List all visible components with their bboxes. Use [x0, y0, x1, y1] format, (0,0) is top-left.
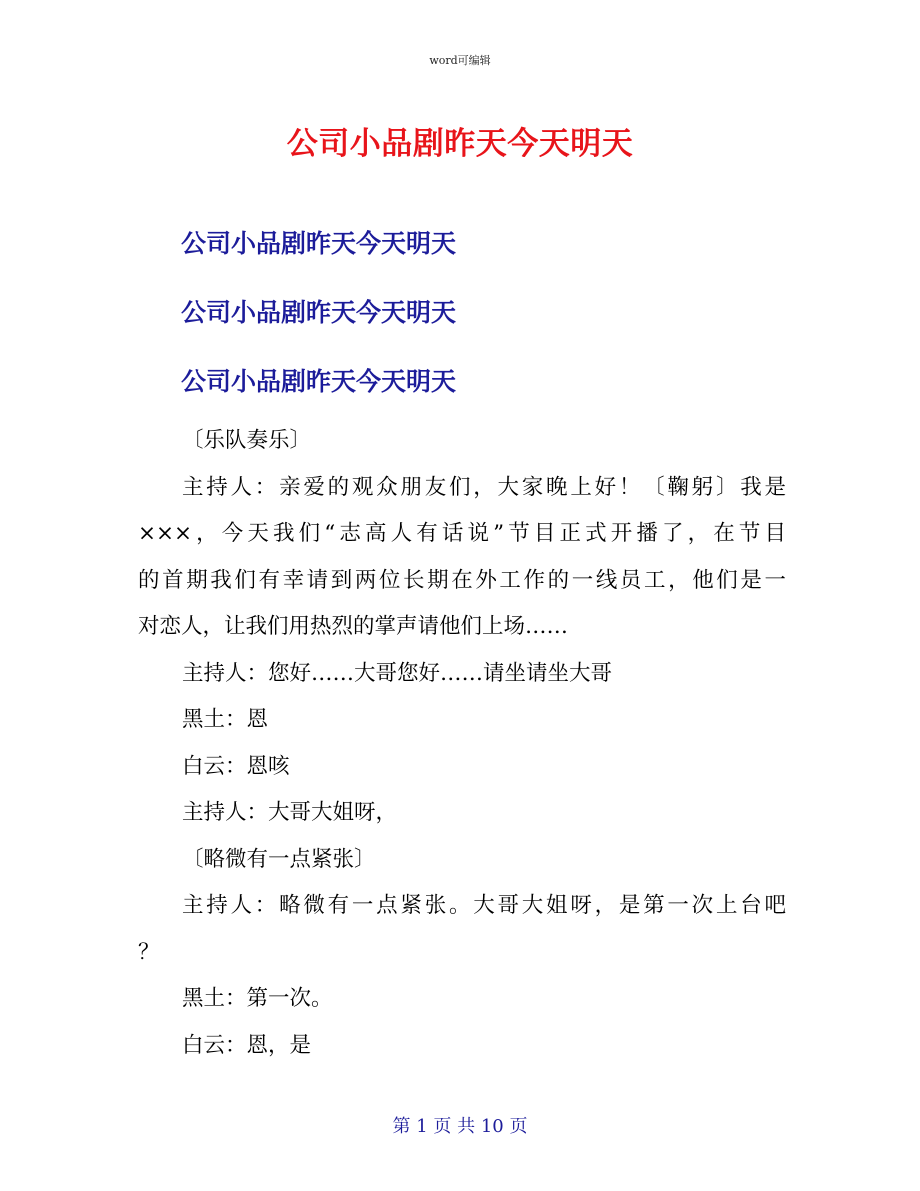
stage-direction: 〔略微有一点紧张〕 [182, 846, 376, 872]
dialogue-line: 白云：恩，是 [182, 1032, 312, 1058]
subheading: 公司小品剧昨天今天明天 [181, 229, 457, 258]
paragraph-line: 的首期我们有幸请到两位长期在外工作的一线员工，他们是一 [138, 567, 786, 593]
dialogue-line: 主持人：您好……大哥您好……请坐请坐大哥 [182, 660, 613, 686]
page-footer: 第 1 页 共 10 页 [392, 1116, 528, 1137]
dialogue-line: 黑土：恩 [182, 707, 269, 732]
dialogue-line: 主持人：大哥大姐呀， [182, 800, 398, 825]
stage-direction: 〔乐队奏乐〕 [182, 428, 312, 453]
paragraph-line: ？ [138, 939, 160, 965]
subheading: 公司小品剧昨天今天明天 [181, 298, 457, 327]
dialogue-line: 白云：恩咳 [182, 753, 290, 779]
paragraph-line: ×××，今天我们“志高人有话说”节目正式开播了，在节目 [138, 521, 786, 546]
document-body [138, 418, 786, 1069]
paragraph-line: 对恋人，让我们用热烈的掌声请他们上场…… [138, 614, 569, 639]
dialogue-line: 黑土：第一次。 [182, 986, 333, 1011]
document-title: 公司小品剧昨天今天明天 [286, 126, 634, 162]
subheading-list [181, 224, 456, 431]
subheading: 公司小品剧昨天今天明天 [181, 367, 457, 396]
dialogue-line: 主持人：略微有一点紧张。大哥大姐呀，是第一次上台吧 [182, 893, 786, 918]
page-header: word可编辑 [429, 54, 491, 67]
paragraph-line: 主持人：亲爱的观众朋友们，大家晚上好！〔鞠躬〕我是 [182, 474, 786, 500]
